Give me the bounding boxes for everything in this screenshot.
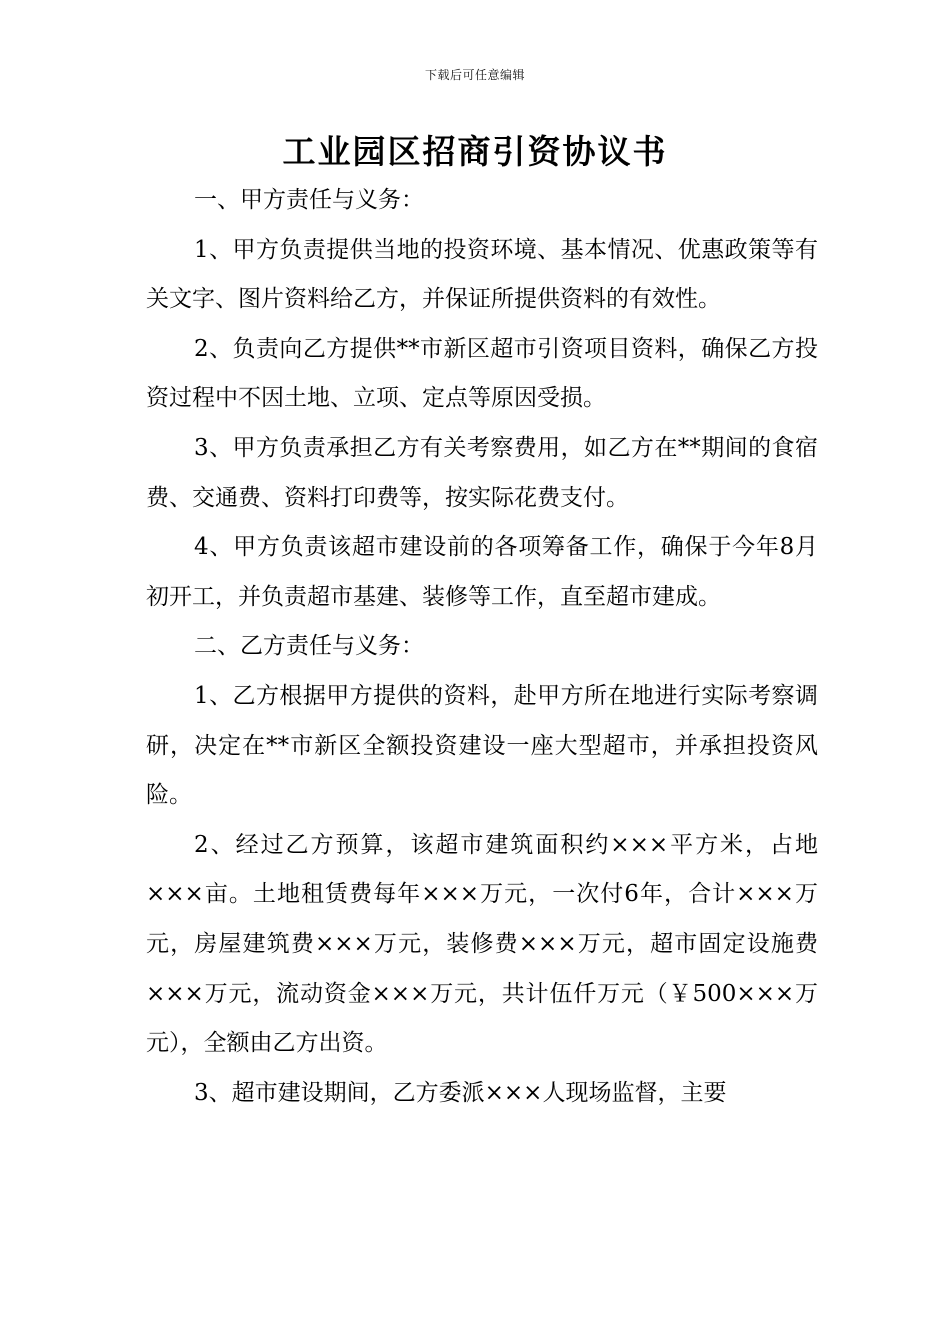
party-a-clause-1: 1、甲方负责提供当地的投资环境、基本情况、优惠政策等有关文字、图片资料给乙方，并保证所提供资料的有效性。: [146, 236, 818, 313]
party-a-clause-2: 2、负责向乙方提供**市新区超市引资项目资料，确保乙方投资过程中不因土地、立项、定点等原因受损。: [146, 335, 818, 412]
party-b-clause-1: 1、乙方根据甲方提供的资料，赴甲方所在地进行实际考察调研，决定在**市新区全额投资建设一座大型超市，并承担投资风险。: [146, 682, 818, 809]
section-heading-party-a: 一、甲方责任与义务：: [194, 187, 424, 213]
party-b-clause-2: 2、经过乙方预算，该超市建筑面积约×××平方米，占地×××亩。土地租赁费每年×××万元，一次付6年，合计×××万元，房屋建筑费×××万元，装修费×××万元，超市固定设施费×××万元，流动资金×××万元，共计伍仟万元（￥500×××万元），全额由乙方出资。: [146, 831, 818, 1057]
party-b-clause-3: 3、超市建设期间，乙方委派×××人现场监督，主要: [194, 1079, 727, 1106]
document-title: 工业园区招商引资协议书: [282, 132, 668, 171]
document-body: [146, 176, 818, 1118]
page-header-note: 下载后可任意编辑: [424, 68, 525, 82]
party-a-clause-4: 4、甲方负责该超市建设前的各项筹备工作，确保于今年8月初开工，并负责超市基建、装修等工作，直至超市建成。: [146, 534, 818, 610]
section-heading-party-b: 二、乙方责任与义务：: [194, 633, 424, 660]
party-a-clause-3: 3、甲方负责承担乙方有关考察费用，如乙方在**期间的食宿费、交通费、资料打印费等，按实际花费支付。: [146, 434, 818, 511]
